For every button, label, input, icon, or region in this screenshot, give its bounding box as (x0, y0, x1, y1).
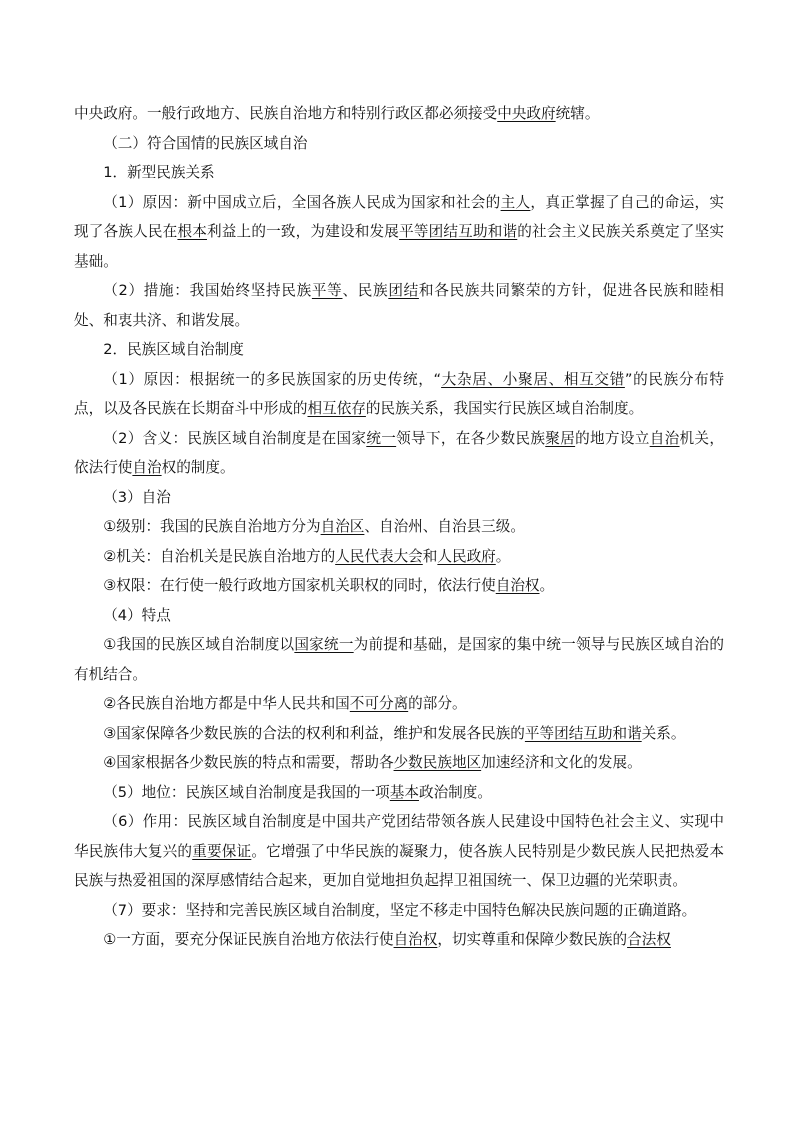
paragraph (74, 807, 724, 896)
underlined-term: 自治权 (393, 931, 438, 948)
text-run: ③国家保障各少数民族的合法的权利和利益，维护和发展各民族的 (103, 724, 525, 742)
underlined-term: 自治区 (320, 518, 365, 535)
underlined-term: 少数民族地区 (393, 754, 482, 771)
underlined-term: 基本 (389, 783, 419, 801)
text-run: 、自治州、自治县三级。 (364, 518, 525, 535)
text-run: 的地方设立 (575, 429, 650, 447)
paragraph (74, 571, 724, 601)
paragraph (74, 719, 724, 749)
paragraph (74, 158, 724, 188)
paragraph (74, 276, 724, 335)
text-run: 权的制度。 (161, 459, 235, 476)
text-run: （1）原因：新中国成立后，全国各族人民成为国家和社会的 (103, 193, 501, 211)
paragraph (74, 601, 724, 631)
text-run: ②各民族自治地方都是中华人民共和国 (103, 695, 350, 712)
text-run: （7）要求：坚持和完善民族区域自治制度，坚定不移走中国特色解决民族问题的正确道路。 (103, 901, 697, 919)
underlined-term: 中央政府 (497, 105, 556, 122)
underlined-term: 不可分离 (349, 695, 409, 712)
paragraph (74, 188, 724, 277)
text-run: 、民族 (342, 282, 389, 299)
paragraph (74, 424, 724, 483)
text-run: （1）原因：根据统一的多民族国家的历史传统，“ (103, 370, 442, 388)
paragraph (74, 365, 724, 424)
text-run: 。 (495, 547, 511, 565)
text-run: 的部分。 (408, 695, 467, 712)
underlined-term: 自治 (132, 459, 162, 476)
underlined-term: 主人 (500, 193, 531, 211)
paragraph (74, 542, 724, 572)
underlined-term: 相互依存 (307, 400, 366, 417)
paragraph (74, 896, 724, 926)
text-run: 和 (422, 547, 438, 565)
text-run: （6）作用：民族区域自治制度是中国共产党团结带领各族人民建设中国特色社会主义、实现中华民族伟大复兴的 (74, 813, 724, 860)
paragraph (74, 99, 724, 129)
underlined-term: 自治 (649, 429, 680, 447)
text-run: 加速经济和文化的发展。 (481, 754, 642, 771)
text-run: 为前提和基础，是国家的集中统一领导与民族区域自治的有机结合。 (74, 636, 724, 683)
underlined-term: 平等团结互助和谐 (399, 223, 518, 240)
paragraph (74, 512, 724, 542)
text-run: 的民族关系，我国实行民族区域自治制度。 (365, 400, 644, 417)
paragraph (74, 925, 724, 955)
text-run: ①一方面，要充分保证民族自治地方依法行使 (103, 931, 394, 948)
text-run: ③权限：在行使一般行政地方国家机关职权的同时，依法行使 (103, 577, 496, 594)
underlined-term: 人民政府 (437, 547, 496, 565)
text-run: 领导下，在各少数民族 (396, 429, 546, 447)
text-run: 。 (539, 577, 555, 594)
paragraph (74, 748, 724, 778)
text-run: 机关，依法行使 (74, 429, 724, 476)
text-run: ，切实尊重和保障少数民族的 (437, 931, 628, 948)
underlined-term: 根本 (177, 223, 207, 240)
text-run: ④国家根据各少数民族的特点和需要，帮助各 (103, 754, 394, 771)
underlined-term: 聚居 (545, 429, 576, 447)
text-run: 统辖。 (555, 105, 600, 122)
underlined-term: 合法权 (627, 931, 671, 948)
text-run: 政治制度。 (418, 783, 492, 801)
text-run: 和各民族共同繁荣的方针，促进各民族和睦相处、和衷共济、和谐发展。 (74, 282, 724, 329)
underlined-term: 人民代表大会 (335, 547, 423, 565)
text-run: （2）含义：民族区域自治制度是在国家 (103, 429, 367, 447)
underlined-term: 团结 (388, 282, 419, 299)
text-run: ①级别：我国的民族自治地方分为 (103, 518, 321, 535)
paragraph (74, 778, 724, 808)
underlined-term: 统一 (366, 429, 397, 447)
text-run: （2）措施：我国始终坚持民族 (103, 282, 312, 299)
underlined-term: 平等团结互助和谐 (524, 724, 642, 742)
text-run: 的社会主义民族关系奠定了坚实基础。 (74, 223, 724, 270)
text-run: 关系。 (641, 724, 686, 742)
underlined-term: 重要保证 (192, 842, 252, 860)
text-run: （4）特点 (103, 606, 171, 624)
text-run: ，真正掌握了自己的命运，实现了各族人民在 (74, 193, 724, 240)
underlined-term: 大杂居、小聚居、相互交错 (441, 370, 625, 388)
text-run: 中央政府。一般行政地方、民族自治地方和特别行政区都必须接受 (74, 105, 498, 122)
underlined-term: 国家统一 (294, 636, 354, 653)
text-run: ②机关：自治机关是民族自治地方的 (103, 547, 336, 565)
paragraph (74, 335, 724, 365)
paragraph (74, 689, 724, 719)
text-run: ”的民族分布特点，以及各民族在长期奋斗中形成的 (74, 370, 724, 417)
text-run: 2．民族区域自治制度 (103, 341, 244, 358)
paragraph (74, 630, 724, 689)
text-run: 1．新型民族关系 (103, 164, 215, 181)
text-run: 利益上的一致，为建设和发展 (207, 223, 400, 240)
underlined-term: 自治权 (495, 577, 540, 594)
document-page (74, 99, 724, 955)
paragraph (74, 483, 724, 513)
underlined-term: 平等 (311, 282, 343, 299)
text-run: （二）符合国情的民族区域自治 (103, 134, 308, 152)
text-run: （5）地位：民族区域自治制度是我国的一项 (103, 783, 390, 801)
text-run: ①我国的民族区域自治制度以 (103, 636, 295, 653)
text-run: 。它增强了中华民族的凝聚力，使各族人民特别是少数民族人民把热爱本民族与热爱祖国的深厚感情结合起来，更加自觉地担负起捍卫祖国统一、保卫边疆的光荣职责。 (74, 842, 724, 889)
paragraph (74, 129, 724, 159)
text-run: （3）自治 (103, 488, 171, 506)
